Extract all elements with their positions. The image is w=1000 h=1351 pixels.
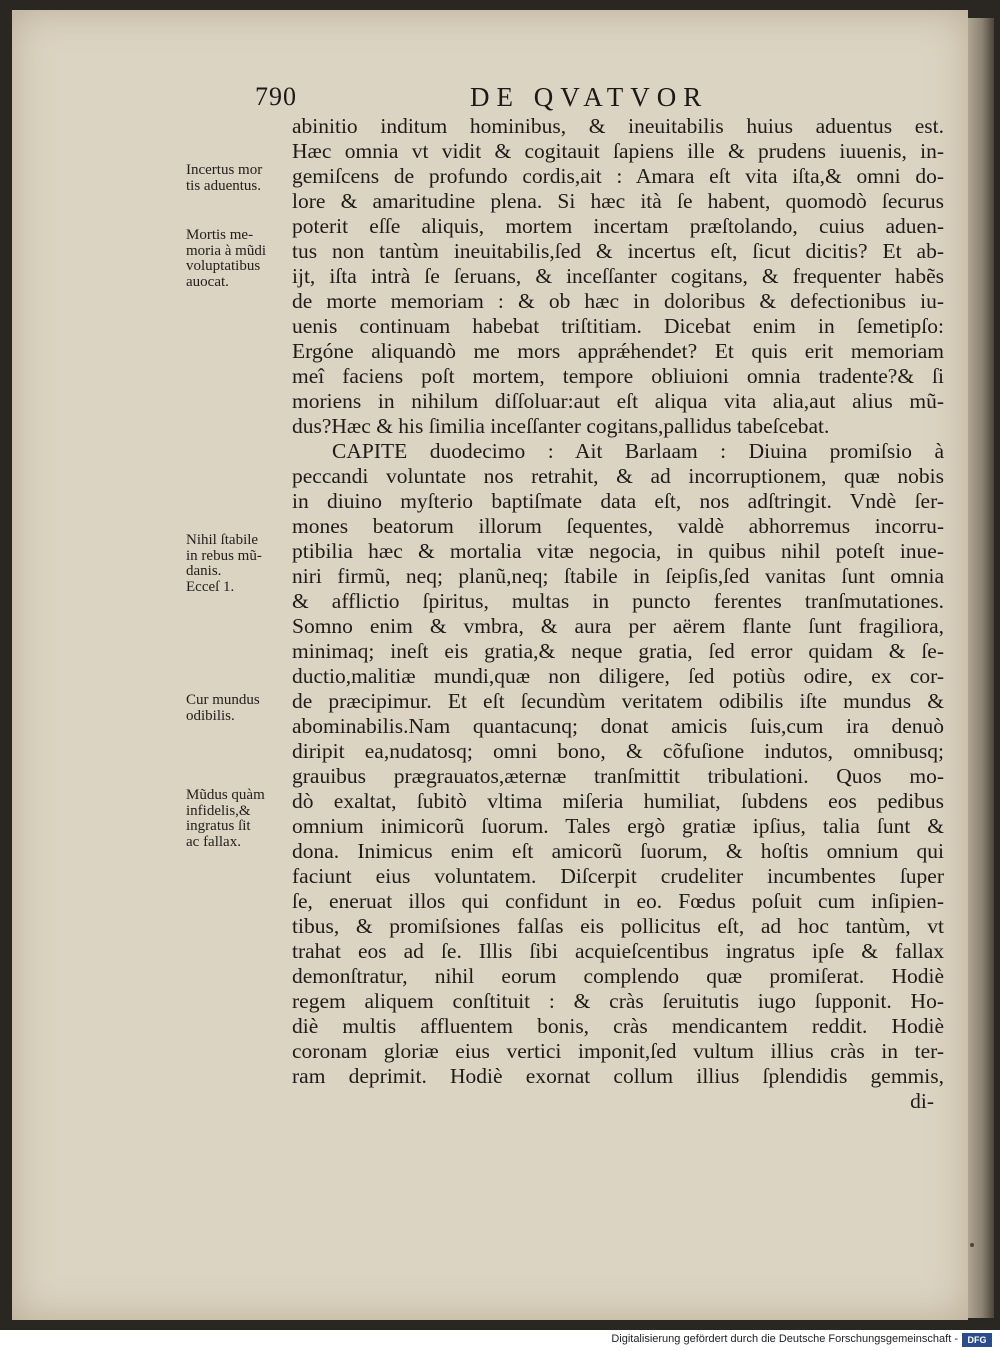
marginal-note xyxy=(186,693,292,724)
marginal-note-line: odibilis. xyxy=(186,708,235,724)
marginal-note xyxy=(186,533,292,595)
text-line: meî faciens poſt mortem, tempore obliuioni omnia tradente?& ſi xyxy=(292,364,944,388)
text-line: poterit eſſe aliquis, mortem incertam præſtolando, cuius aduen- xyxy=(292,214,944,238)
text-line: Ergóne aliquandò me mors apprǽhendet? Et quis erit memoriam xyxy=(292,339,944,363)
text-line: ram deprimit. Hodiè exornat collum illius ſplendidis gemmis, xyxy=(292,1064,944,1088)
text-line: Somno enim & vmbra, & aura per aërem flante ſunt fragiliora, xyxy=(292,614,944,638)
text-line: abinitio inditum hominibus, & ineuitabilis huius aduentus est. xyxy=(292,114,944,138)
marginal-note xyxy=(186,163,292,194)
marginal-note-line: danis. xyxy=(186,564,222,579)
marginal-note-line: infidelis,& xyxy=(186,803,251,819)
marginal-note-line: ingratus ſit xyxy=(186,819,251,834)
catchword: di- xyxy=(910,1089,934,1113)
text-line: gemiſcens de profundo cordis,ait : Amara eſt vita iſta,& omni do- xyxy=(292,164,944,188)
text-line: mones beatorum illorum ſequentes, valdè abhorremus incorru- xyxy=(292,514,944,538)
text-line: faciunt eius voluntatem. Diſcerpit crudeliter incumbentes ſuper xyxy=(292,864,944,888)
text-line: de præcipimur. Et eſt ſecundùm veritatem odibilis iſte mundus & xyxy=(292,689,944,713)
text-line: tus non tantùm ineuitabilis,ſed & incertus eſt, ſicut dicitis? Et ab- xyxy=(292,239,944,263)
marginal-note-line: voluptatibus xyxy=(186,259,261,274)
text-line: regem aliquem conſtituit : & cràs ſeruitutis iugo ſupponit. Ho- xyxy=(292,989,944,1013)
text-line: coronam gloriæ eius vertici imponit,ſed vultum illius cràs in ter- xyxy=(292,1039,944,1063)
text-line: Hæc omnia vt vidit & cogitauit ſapiens ille & prudens iuuenis, in- xyxy=(292,139,944,163)
text-line: demonſtratur, nihil eorum complendo quæ promiſerat. Hodiè xyxy=(292,964,944,988)
text-line: abominabilis.Nam quantacunq; donat amicis ſuis,cum ira denuò xyxy=(292,714,944,738)
marginal-note xyxy=(186,228,292,290)
marginal-note-line: Ecceſ 1. xyxy=(186,579,235,595)
text-line: dò exaltat, ſubitò vltima miſeria humiliat, ſubdens eos pedibus xyxy=(292,789,944,813)
text-line: ductio,malitiæ mundi,quæ non diligere, ſed potiùs odire, ex cor- xyxy=(292,664,944,688)
text-line: omnium inimicorũ ſuorum. Tales ergò gratiæ ipſius, talia ſunt & xyxy=(292,814,944,838)
running-title: DE QVATVOR xyxy=(470,82,709,112)
text-line: peccandi voluntate nos retrahit, & ad incorruptionem, quæ nobis xyxy=(292,464,944,488)
text-line: diripit ea,nudatosq; omni bono, & cõfuſione indutos, omnibusq; xyxy=(292,739,944,763)
marginal-note-line: Nihil ſtabile xyxy=(186,533,259,548)
body-text xyxy=(292,114,944,1114)
text-line: minimaq; ineſt eis gratia,& neque gratia, ſed error quidam & ſe- xyxy=(292,639,944,663)
text-line: tibus, & promiſsiones falſas eis pollicitus eſt, ad hoc tantùm, vt xyxy=(292,914,944,938)
text-line: grauibus prægrauatos,æternæ tranſmittit tribulationi. Quos mo- xyxy=(292,764,944,788)
marginal-note-line: moria à mũdi xyxy=(186,243,266,259)
text-line: dus?Hæc & his ſimilia inceſſanter cogitans,pallidus tabeſcebat. xyxy=(292,414,830,438)
page-number: 790 xyxy=(255,82,297,111)
text-line: dona. Inimicus enim eſt amicorũ ſuorum, & hoſtis omnium qui xyxy=(292,839,944,863)
marginal-note-line: Mũdus quàm xyxy=(186,788,265,803)
text-line: de morte memoriam : & ob hæc in doloribus & defectionibus iu- xyxy=(292,289,944,313)
marginal-note-line: auocat. xyxy=(186,274,229,290)
marginal-note-line: Mortis me- xyxy=(186,228,254,243)
digitization-footer xyxy=(0,1330,1000,1351)
page-header xyxy=(255,82,955,116)
text-line: & afflictio ſpiritus, multas in puncto ferentes tranſmutationes. xyxy=(292,589,944,613)
dfg-logo: DFG xyxy=(962,1333,992,1347)
text-line: moriens in nihilum diſſoluar:aut eſt aliqua vita alia,aut alius mũ- xyxy=(292,389,944,413)
funding-credit: Digitalisierung gefördert durch die Deutsche Forschungsgemeinschaft - xyxy=(611,1333,958,1345)
text-line: ſe, eneruat illos qui confidunt in eo. Fœdus poſuit cum inſipien- xyxy=(292,889,944,913)
text-line: ijt, iſta intrà ſe ſeruans, & inceſſanter cogitans, & frequenter habẽs xyxy=(292,264,944,288)
book-gutter-edge xyxy=(964,18,994,1318)
text-line: ptibilia hæc & mortalia vitæ negocia, in quibus nihil poteſt inue- xyxy=(292,539,944,563)
paper-speck xyxy=(970,1243,974,1247)
marginal-note-line: ac fallax. xyxy=(186,834,241,850)
text-line: trahat eos ad ſe. Illis ſibi acquieſcentibus ingratus ipſe & fallax xyxy=(292,939,944,963)
text-line: in diuino myſterio baptiſmate data eſt, nos adſtringit. Vndè ſer- xyxy=(292,489,944,513)
marginal-note-line: tis aduentus. xyxy=(186,178,261,194)
text-line: diè multis affluentem bonis, cràs mendicantem reddit. Hodiè xyxy=(292,1014,944,1038)
marginal-note-line: Cur mundus xyxy=(186,693,260,708)
marginal-note-line: in rebus mũ- xyxy=(186,548,262,564)
text-line: niri firmũ, neq; planũ,neq; ſtabile in ſeipſis,ſed vanitas ſunt omnia xyxy=(292,564,944,588)
text-line: uenis continuam habebat triſtitiam. Dicebat enim in ſemetipſo: xyxy=(292,314,944,338)
marginal-note-line: Incertus mor xyxy=(186,163,263,178)
marginal-note xyxy=(186,788,292,850)
text-line: lore & amaritudine plena. Si hæc ità ſe habent, quomodò ſecurus xyxy=(292,189,944,213)
chapter-opening-line: CAPITE duodecimo : Ait Barlaam : Diuina promiſsio à xyxy=(332,439,944,463)
